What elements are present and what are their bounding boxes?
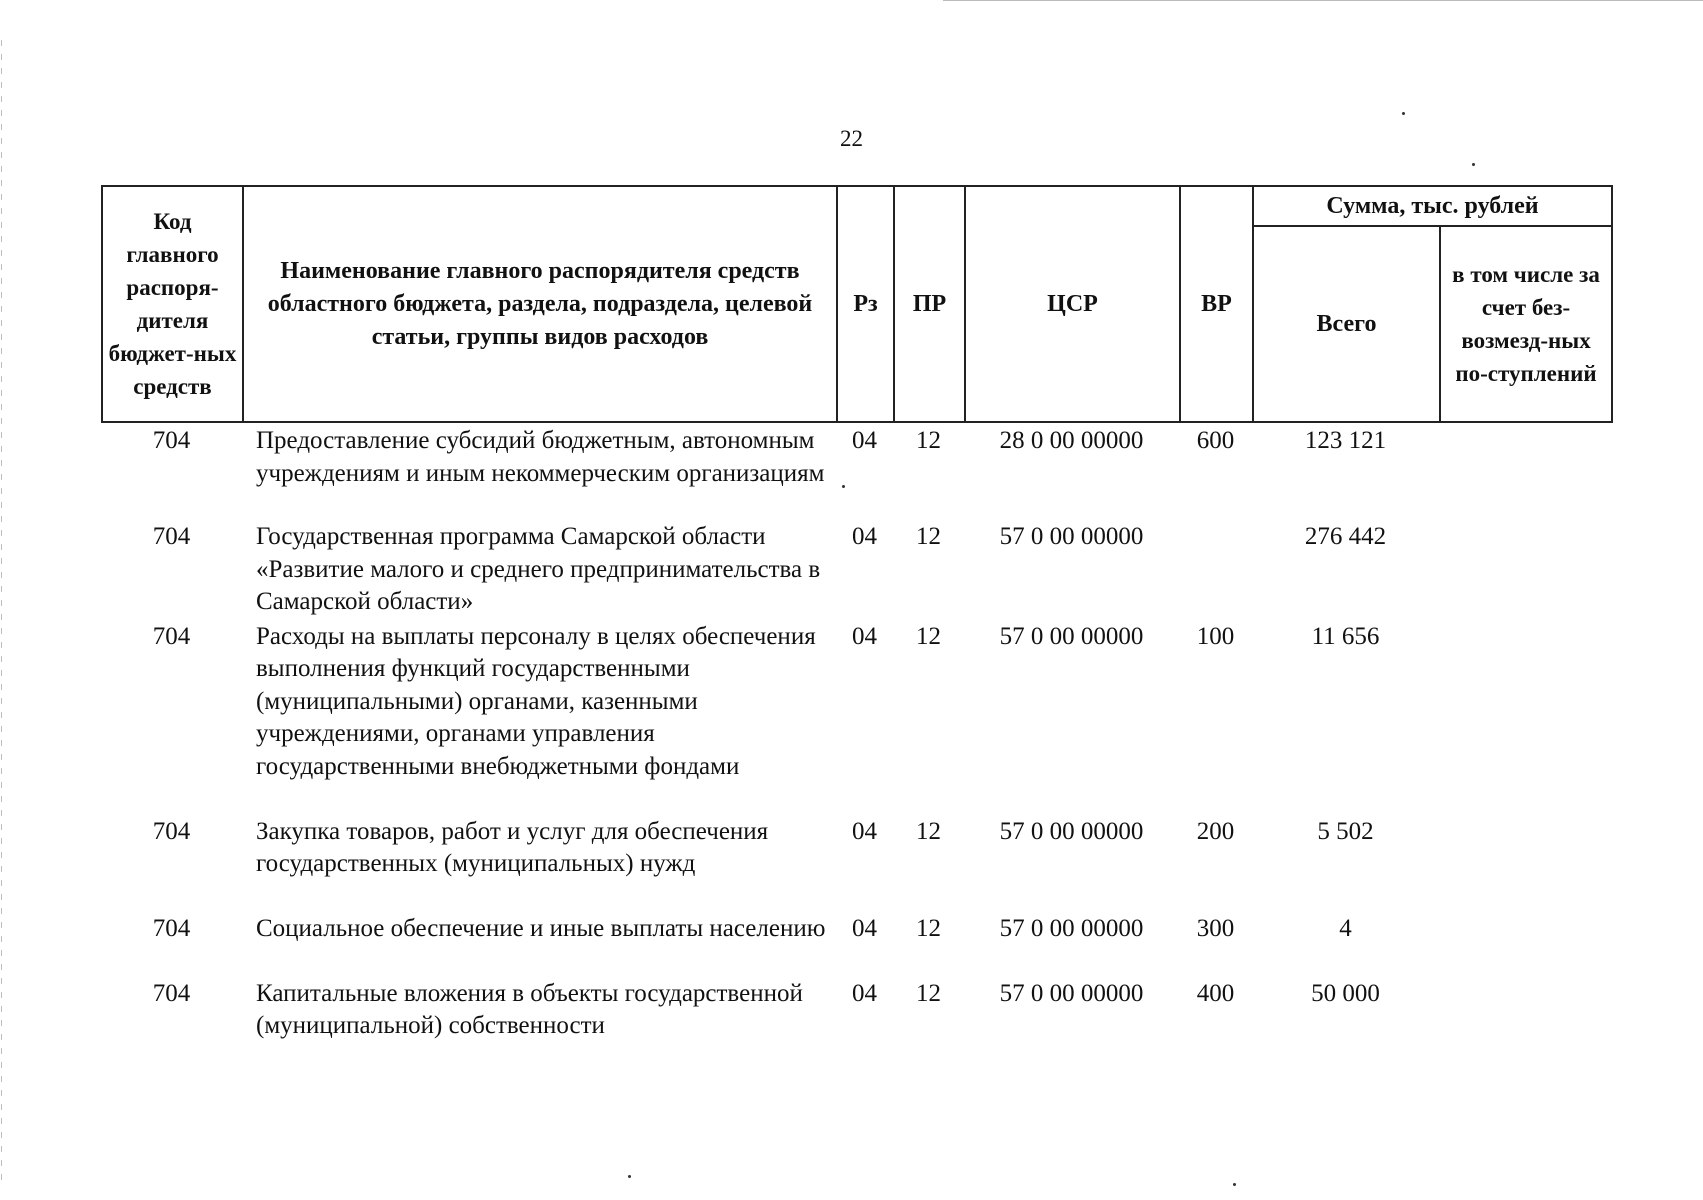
header-pr: ПР bbox=[894, 186, 965, 422]
cell-rz: 04 bbox=[852, 979, 877, 1007]
cell-pr: 12 bbox=[916, 427, 941, 454]
cell-csr: 57 0 00 00000 bbox=[999, 622, 1144, 650]
cell-vr: 100 bbox=[1196, 622, 1235, 650]
cell-rz: 04 bbox=[852, 427, 877, 454]
cell-pr: 12 bbox=[916, 622, 941, 650]
table-row bbox=[101, 976, 1611, 1076]
header-total: Всего bbox=[1253, 226, 1440, 422]
cell-code: 704 bbox=[152, 427, 191, 454]
scan-speck bbox=[1402, 112, 1405, 115]
cell-incl bbox=[1439, 619, 1611, 814]
cell-rz: 04 bbox=[852, 622, 877, 650]
scan-left-edge bbox=[1, 40, 2, 1180]
cell-name: Государственная программа Самарской области «Развитие малого и среднего предпринимательства в Самарской области» bbox=[256, 523, 821, 615]
cell-incl bbox=[1439, 519, 1611, 619]
scan-speck bbox=[628, 1175, 631, 1178]
cell-incl bbox=[1439, 814, 1611, 911]
header-rz: Рз bbox=[837, 186, 894, 422]
cell-csr: 28 0 00 00000 bbox=[999, 427, 1144, 454]
cell-incl bbox=[1439, 976, 1611, 1076]
cell-code: 704 bbox=[152, 914, 191, 942]
cell-vr: 600 bbox=[1196, 427, 1235, 454]
table-row bbox=[101, 911, 1611, 976]
cell-code: 704 bbox=[152, 817, 191, 845]
header-sum: Сумма, тыс. рублей bbox=[1253, 186, 1612, 226]
cell-pr: 12 bbox=[916, 914, 941, 942]
cell-total: 11 656 bbox=[1311, 622, 1380, 650]
cell-vr: 200 bbox=[1196, 817, 1235, 845]
cell-incl bbox=[1439, 423, 1611, 519]
cell-incl bbox=[1439, 911, 1611, 976]
cell-code: 704 bbox=[152, 523, 191, 550]
cell-csr: 57 0 00 00000 bbox=[999, 979, 1144, 1007]
header-csr: ЦСР bbox=[965, 186, 1180, 422]
page-number: 22 bbox=[840, 126, 863, 151]
header-code: Код главного распоря-дителя бюджет-ных средств bbox=[102, 186, 243, 422]
cell-vr bbox=[1179, 519, 1252, 619]
cell-name: Расходы на выплаты персоналу в целях обеспечения выполнения функций государственными (муниципальными) органами, казенными учреждениями, органами управления государственными внебюджетными фондами bbox=[256, 622, 816, 780]
cell-total: 50 000 bbox=[1311, 979, 1380, 1007]
cell-rz: 04 bbox=[852, 817, 877, 845]
cell-name: Предоставление субсидий бюджетным, автономным учреждениям и иным некоммерческим организациям bbox=[256, 427, 825, 487]
header-incl: в том числе за счет без-возмезд-ных по-ступлений bbox=[1440, 226, 1612, 422]
cell-csr: 57 0 00 00000 bbox=[999, 914, 1144, 942]
cell-total: 123 121 bbox=[1304, 427, 1387, 454]
scan-speck bbox=[1472, 163, 1475, 166]
cell-csr: 57 0 00 00000 bbox=[999, 523, 1144, 550]
cell-pr: 12 bbox=[916, 523, 941, 550]
table-row bbox=[101, 619, 1611, 814]
header-name: Наименование главного распорядителя средств областного бюджета, раздела, подраздела, целевой статьи, группы видов расходов bbox=[243, 186, 837, 422]
cell-total: 5 502 bbox=[1317, 817, 1374, 845]
cell-csr: 57 0 00 00000 bbox=[999, 817, 1144, 845]
table-row bbox=[101, 814, 1611, 911]
scan-speck bbox=[842, 485, 845, 488]
cell-name: Социальное обеспечение и иные выплаты населению bbox=[256, 914, 826, 942]
cell-code: 704 bbox=[152, 979, 191, 1007]
cell-code: 704 bbox=[152, 622, 191, 650]
cell-vr: 400 bbox=[1196, 979, 1235, 1007]
cell-name: Капитальные вложения в объекты государственной (муниципальной) собственности bbox=[256, 979, 803, 1039]
cell-name: Закупка товаров, работ и услуг для обеспечения государственных (муниципальных) нужд bbox=[256, 817, 769, 877]
cell-rz: 04 bbox=[852, 523, 877, 550]
cell-pr: 12 bbox=[916, 979, 941, 1007]
table-row bbox=[101, 423, 1611, 519]
scan-speck bbox=[1233, 1183, 1236, 1186]
cell-total: 4 bbox=[1339, 914, 1352, 942]
header-vr: ВР bbox=[1180, 186, 1253, 422]
table-body bbox=[101, 423, 1611, 1076]
cell-vr: 300 bbox=[1196, 914, 1235, 942]
table-header bbox=[101, 185, 1613, 423]
table-row bbox=[101, 519, 1611, 619]
scan-top-rule bbox=[943, 0, 1703, 1]
cell-pr: 12 bbox=[916, 817, 941, 845]
cell-total: 276 442 bbox=[1304, 523, 1387, 550]
cell-rz: 04 bbox=[852, 914, 877, 942]
